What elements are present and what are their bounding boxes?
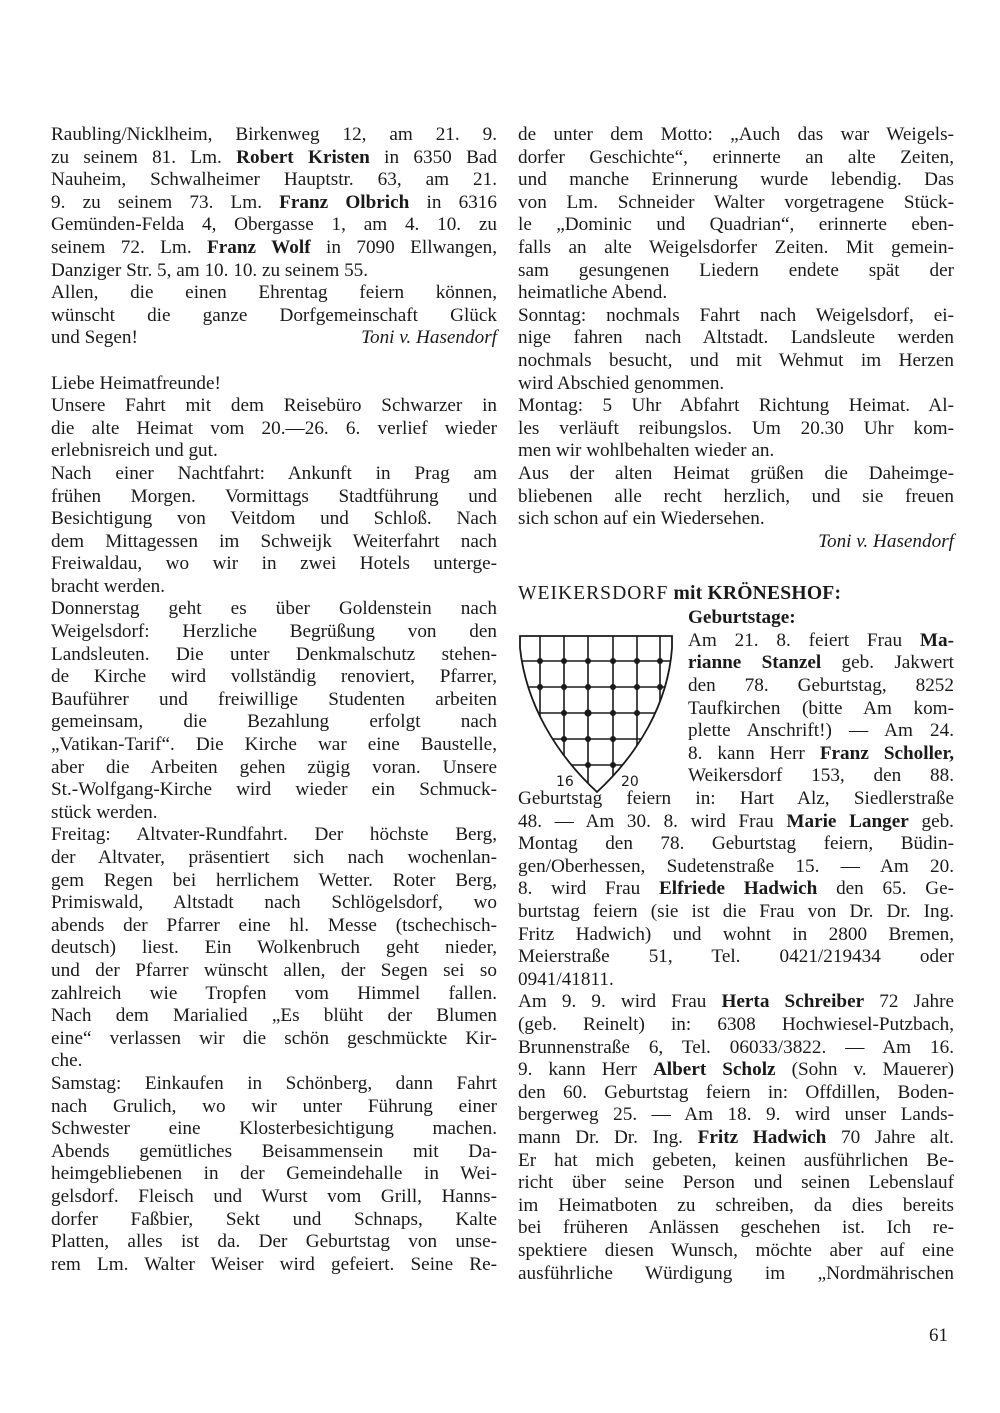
subheading: Geburtstage: (688, 607, 796, 629)
text-line: 8. kann Herr Franz Scholler, (688, 742, 955, 764)
text-line: Besichtigung von Veitdom und Schloß. Nach (51, 508, 497, 530)
left-column (51, 124, 497, 1276)
text-line: 8. wird Frau Elfriede Hadwich den 65. Ge- (518, 878, 954, 900)
text-line: Allen, die einen Ehrentag feiern können, (51, 282, 497, 304)
text-line: und manche Erinnerung wurde lebendig. Das (518, 169, 954, 191)
text-line: den 60. Geburtstag feiern in: Offdillen, Boden- (518, 1081, 954, 1103)
text-line: Brunnenstraße 6, Tel. 06033/3822. — Am 16. (518, 1036, 954, 1058)
paragraph-sunday (518, 305, 954, 395)
text-line: le „Dominic und Quadrian“, erinnerte eben- (518, 214, 954, 236)
text-line: Freitag: Altvater-Rundfahrt. Der höchste Berg, (51, 824, 497, 846)
text-line: Primiswald, Altstadt nach Schlögelsdorf, wo (51, 892, 497, 914)
text-line: bracht werden. (51, 575, 166, 597)
text-line: deutsch) liest. Ein Wolkenbruch geht nieder, (51, 937, 497, 959)
text-line: ausführliche Würdigung im „Nordmährischen (518, 1262, 954, 1284)
text-line: nochmals besucht, und mit Wehmut im Herzen (518, 349, 954, 371)
person-name: Albert Scholz (652, 1059, 776, 1081)
right-column (518, 124, 954, 1285)
text-line: 48. — Am 30. 8. wird Frau Marie Langer geb. (518, 810, 954, 832)
text-line: dem Mittagessen im Schweijk Weiterfahrt nach (51, 530, 497, 552)
person-name: rianne Stanzel (688, 652, 822, 674)
person-name: Marie Langer (786, 810, 909, 832)
text-line: 9. zu seinem 73. Lm. Franz Olbrich in 6316 (51, 191, 497, 213)
signature: Toni v. Hasendorf (818, 530, 954, 552)
text-line: Weikersdorf 153, den 88. (688, 765, 954, 787)
text-line: frühen Morgen. Vormittags Stadtführung und (51, 485, 497, 507)
text-line: plette Anschrift!) — Am 24. (688, 720, 954, 742)
text-line: Freiwaldau, wo wir in zwei Hotels unterge- (51, 553, 497, 575)
person-name: Elfriede Hadwich (658, 878, 818, 900)
text-line: rianne Stanzel geb. Jakwert (688, 652, 954, 674)
text-line: im Heimatboten zu schreiben, da dies bereits (518, 1194, 954, 1216)
text-line: les verläuft reibungslos. Um 20.30 Uhr kom- (518, 417, 954, 439)
text-line: 0941/41811. (518, 968, 614, 990)
paragraph-evening (518, 124, 954, 305)
text-line: dorfer Geschichte“, erinnerte an alte Zeiten, (518, 146, 954, 168)
text-line: gelsdorf. Fleisch und Wurst vom Grill, Hanns- (51, 1185, 497, 1207)
text-line: Schwester eine Klosterbesichtigung machen. (51, 1118, 497, 1140)
text-line: Nach einer Nachtfahrt: Ankunft in Prag am (51, 462, 497, 484)
text-line: aber die Arbeiten gehen zügig voran. Unsere (51, 756, 497, 778)
paragraph-thursday (51, 598, 497, 824)
text-line: eine“ verlassen wir die schön geschmückte Kir- (51, 1027, 497, 1049)
closing-line: und Segen! Toni v. Hasendorf (51, 327, 497, 349)
text-line: rem Lm. Walter Weiser wird gefeiert. Seine Re- (51, 1253, 497, 1275)
text-line: stück werden. (51, 801, 158, 823)
text-line: seinem 72. Lm. Franz Wolf in 7090 Ellwangen, (51, 236, 498, 258)
text-line: falls an alte Weigelsdorfer Zeiten. Mit gemein- (518, 236, 954, 258)
text-line: wird Abschied genommen. (518, 372, 725, 394)
person-name: Fritz Hadwich (697, 1126, 827, 1148)
text-line: Bauführer und freiwillige Studenten arbeiten (51, 688, 497, 710)
text-line: heimgebliebenen in der Gemeindehalle in Wei- (51, 1163, 497, 1185)
text-line: Landsleuten. Die unter Denkmalschutz stehen- (51, 643, 497, 665)
text-line: 9. kann Herr Albert Scholz (Sohn v. Mauerer) (518, 1059, 955, 1081)
text-line: Raubling/Nicklheim, Birkenweg 12, am 21. 9. (51, 124, 497, 145)
text-line: abends der Pfarrer eine hl. Messe (tschechisch- (51, 914, 497, 936)
text-line: wünscht die ganze Dorfgemeinschaft Glück (51, 304, 497, 326)
text-line: (geb. Reinelt) in: 6308 Hochwiesel-Putzbach, (518, 1013, 954, 1035)
text-line: Montag: 5 Uhr Abfahrt Richtung Heimat. Al- (518, 395, 954, 417)
text-line: den 78. Geburtstag, 8252 (688, 675, 954, 697)
text-line: Am 21. 8. feiert Frau Ma- (688, 629, 954, 651)
birthdays-block (518, 607, 954, 1285)
text-line: bei früheren Anlässen geschehen ist. Ich re- (518, 1217, 954, 1239)
text-line: dorfer Faßbier, Sekt und Schnaps, Kalte (51, 1208, 497, 1230)
text-line: Am 9. 9. wird Frau Herta Schreiber 72 Jahre (518, 991, 955, 1013)
birthday-intro (688, 607, 954, 788)
section-heading: WEIKERSDORF mit KRÖNESHOF: (518, 583, 842, 605)
person-name: Franz Wolf (207, 236, 311, 258)
text-line: burtstag feiern (sie ist die Frau von Dr. Dr. Ing. (518, 901, 954, 922)
text-line: nige fahren nach Altstadt. Landsleute werden (518, 327, 954, 349)
birthday-list (518, 788, 954, 1285)
text-line: Unsere Fahrt mit dem Reisebüro Schwarzer in (51, 395, 497, 417)
text-line: Donnerstag geht es über Goldenstein nach (51, 598, 497, 620)
text-line: von Lm. Schneider Walter vorgetragene Stück- (518, 191, 954, 213)
text-line: de Kirche wird vollständig renoviert, Pfarrer, (51, 666, 497, 688)
text-line: gemeinsam, die Bezahlung erfolgt nach (51, 711, 497, 733)
text-line: Weigelsdorf: Herzliche Begrüßung von den (51, 621, 497, 643)
text-line: Nauheim, Schwalheimer Hauptstr. 63, am 21. (51, 169, 497, 191)
svg-text:20: 20 (621, 774, 639, 791)
text-line: „Vatikan-Tarif“. Die Kirche war eine Baustelle, (51, 734, 497, 756)
paragraph-trip (51, 395, 497, 463)
text-line: Er hat mich gebeten, keinen ausführlichen Be- (518, 1149, 954, 1171)
text-line: zu seinem 81. Lm. Robert Kristen in 6350 Bad (51, 146, 497, 168)
birthday-list-continued (51, 124, 497, 350)
text-line: Aus der alten Heimat grüßen die Daheimge- (518, 462, 954, 484)
text-line: der Altvater, präsentiert sich nach wochenlan- (51, 847, 497, 868)
text-line: Fritz Hadwich) und wohnt in 2800 Bremen, (518, 923, 954, 945)
coat-of-arms-checkered-shield-icon (518, 634, 676, 794)
person-name: Ma- (919, 629, 954, 651)
page-number: 61 (929, 1325, 948, 1346)
text-line: heimatliche Abend. (518, 282, 668, 304)
text-line: Montag den 78. Geburtstag feiern, Büdin- (518, 833, 954, 855)
text-line: Samstag: Einkaufen in Schönberg, dann Fahrt (51, 1072, 497, 1094)
person-name: Robert Kristen (236, 146, 370, 168)
text-line: Sonntag: nochmals Fahrt nach Weigelsdorf, ei- (518, 304, 954, 326)
greeting: Liebe Heimatfreunde! (51, 372, 221, 394)
text-line: Abends gemütliches Beisammensein mit Da- (51, 1140, 497, 1162)
text-line: spektiere diesen Wunsch, möchte aber auf eine (518, 1239, 954, 1261)
text-line: Gemünden-Felda 4, Obergasse 1, am 4. 10. zu (51, 214, 497, 236)
paragraph-greetings (518, 463, 954, 531)
paragraph-saturday (51, 1073, 497, 1276)
text-line: sich schon auf ein Wiedersehen. (518, 508, 765, 530)
paragraph-monday (518, 395, 954, 463)
person-name: Herta Schreiber (721, 991, 865, 1013)
svg-text:16: 16 (556, 774, 574, 791)
text-line: Geburtstag feiern in: Hart Alz, Siedlerstraße (518, 788, 954, 810)
paragraph-friday (51, 824, 497, 1073)
text-line: bergerweg 25. — Am 18. 9. wird unser Lands- (518, 1104, 954, 1126)
text-line: Platten, alles ist da. Der Geburtstag von unse- (51, 1231, 497, 1253)
text-line: St.-Wolfgang-Kirche wird wieder ein Schmuck- (51, 779, 497, 801)
text-line: sam gesungenen Liedern endete spät der (518, 259, 954, 281)
text-line: de unter dem Motto: „Auch das war Weigels- (518, 124, 954, 145)
text-line: Nach dem Marialied „Es blüht der Blumen (51, 1005, 497, 1027)
person-name: Franz Olbrich (279, 191, 410, 213)
text-line: che. (51, 1050, 83, 1072)
text-line: men wir wohlbehalten wieder an. (518, 440, 775, 462)
text-line: gem Regen bei herrlichem Wetter. Roter Berg, (51, 869, 497, 891)
signature: Toni v. Hasendorf (361, 327, 497, 349)
text-line: Meierstraße 51, Tel. 0421/219434 oder (518, 946, 954, 968)
text-line: und der Pfarrer wünscht allen, der Segen sei so (51, 959, 497, 981)
text-line: gen/Oberhessen, Sudetenstraße 15. — Am 20. (518, 855, 954, 877)
text-line: richt über seine Person und seinen Lebenslauf (518, 1172, 954, 1194)
person-name: Franz Scholler, (819, 742, 955, 764)
text-line: Taufkirchen (bitte Am kom- (688, 697, 954, 719)
text-line: mann Dr. Dr. Ing. Fritz Hadwich 70 Jahre alt. (518, 1126, 954, 1148)
text-line: die alte Heimat vom 20.—26. 6. verlief wieder (51, 417, 497, 439)
text-line: bliebenen alle recht herzlich, und sie freuen (518, 485, 954, 507)
text-line: erlebnisreich und gut. (51, 440, 218, 462)
paragraph-arrival (51, 463, 497, 599)
text-line: zahlreich wie Tropfen vom Himmel fallen. (51, 982, 497, 1004)
text-line: Danziger Str. 5, am 10. 10. zu seinem 55. (51, 259, 369, 281)
text-line: nach Grulich, wo wir unter Führung einer (51, 1095, 497, 1117)
